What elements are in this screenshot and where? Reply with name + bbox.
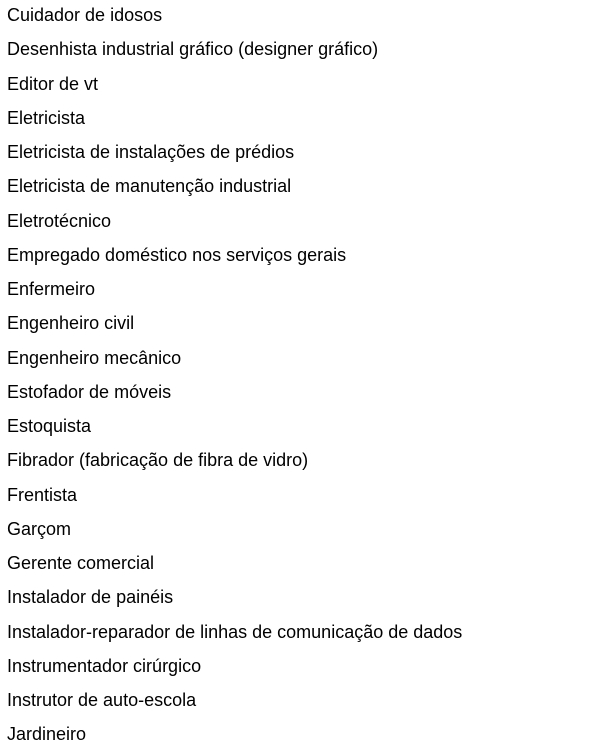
occupation-item: Instalador de painéis	[7, 587, 174, 608]
occupation-item: Empregado doméstico nos serviços gerais	[7, 244, 347, 265]
occupation-item: Instrutor de auto-escola	[7, 690, 197, 710]
occupation-item: Garçom	[7, 518, 72, 539]
occupation-item: Instalador-reparador de linhas de comunicação de dados	[7, 621, 463, 642]
occupation-item: Eletrotécnico	[7, 210, 112, 231]
occupation-item: Frentista	[7, 484, 78, 505]
occupation-item: Desenhista industrial gráfico (designer gráfico)	[7, 39, 379, 60]
occupation-item: Estofador de móveis	[7, 381, 172, 402]
occupation-item: Engenheiro mecânico	[7, 347, 182, 368]
occupation-item: Jardineiro	[7, 724, 87, 745]
occupation-item: Fibrador (fabricação de fibra de vidro)	[7, 450, 309, 471]
occupation-item: Eletricista de instalações de prédios	[7, 142, 295, 162]
occupation-item: Enfermeiro	[7, 279, 96, 299]
occupation-item: Editor de vt	[7, 73, 99, 94]
occupation-item: Eletricista	[7, 107, 86, 128]
occupation-item: Estoquista	[7, 416, 92, 436]
occupation-item: Engenheiro civil	[7, 313, 135, 334]
occupation-item: Cuidador de idosos	[7, 5, 163, 25]
occupation-item: Instrumentador cirúrgico	[7, 655, 202, 676]
occupation-item: Gerente comercial	[7, 553, 155, 573]
occupation-list	[7, 2, 593, 756]
occupation-item: Eletricista de manutenção industrial	[7, 176, 292, 197]
